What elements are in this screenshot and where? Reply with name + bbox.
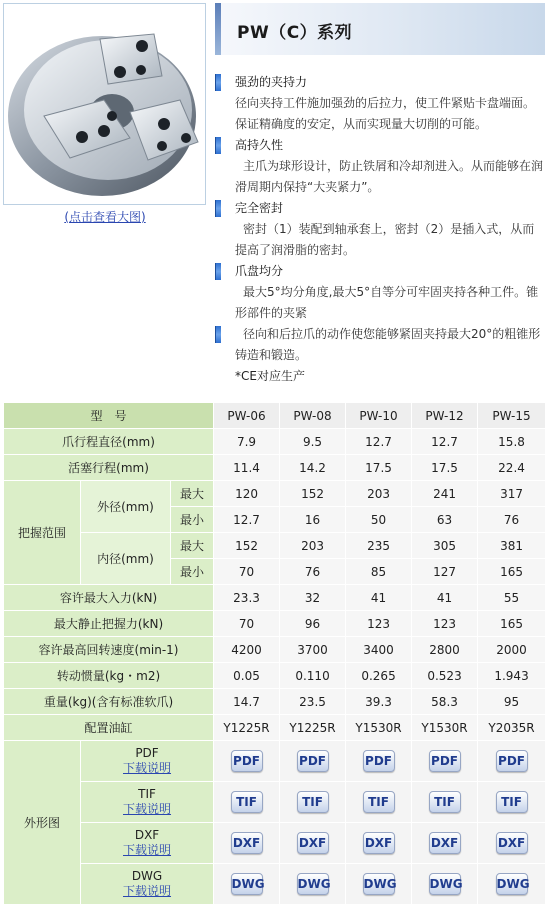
feature-item: [213, 135, 543, 198]
download-cell: [280, 782, 346, 823]
table-row: [4, 455, 546, 481]
format-name: PDF: [135, 746, 159, 760]
table-cell: 95: [478, 689, 546, 715]
table-cell: 41: [412, 585, 478, 611]
pdf-download-button[interactable]: PDF: [429, 750, 461, 772]
table-cell: 2000: [478, 637, 546, 663]
drawing-row-dwg: [4, 864, 546, 905]
dwg-download-button[interactable]: DWG: [297, 873, 329, 895]
tif-download-button[interactable]: TIF: [429, 791, 461, 813]
product-image[interactable]: [3, 3, 206, 205]
table-cell: 22.4: [478, 455, 546, 481]
table-cell: 152: [214, 533, 280, 559]
format-label: [81, 741, 214, 782]
feature-body: 径向和后拉爪的动作使您能够紧固夹持最大20°的粗锥形铸造和锻造。: [235, 327, 541, 362]
table-row: [4, 715, 546, 741]
model-cell: PW-08: [280, 403, 346, 429]
table-cell: 0.265: [346, 663, 412, 689]
download-cell: [214, 823, 280, 864]
download-cell: [214, 864, 280, 905]
table-cell: 50: [346, 507, 412, 533]
bullet-marker-icon: [215, 326, 221, 343]
table-cell: Y1225R: [214, 715, 280, 741]
table-cell: 23.3: [214, 585, 280, 611]
download-cell: [412, 864, 478, 905]
table-cell: 14.7: [214, 689, 280, 715]
format-label: [81, 782, 214, 823]
feature-item: [213, 72, 543, 135]
row-label: 重量(kg)(含有标准软爪): [4, 689, 214, 715]
max-label: 最大: [171, 533, 214, 559]
table-cell: 3400: [346, 637, 412, 663]
table-row: [4, 689, 546, 715]
pdf-download-button[interactable]: PDF: [496, 750, 528, 772]
download-cell: [280, 823, 346, 864]
download-instructions-link[interactable]: 下载说明: [123, 843, 172, 857]
feature-title: 完全密封: [235, 201, 284, 215]
dwg-download-button[interactable]: DWG: [363, 873, 395, 895]
download-instructions-link[interactable]: 下载说明: [123, 802, 172, 816]
table-row: [4, 611, 546, 637]
drawing-row-tif: [4, 782, 546, 823]
table-cell: 241: [412, 481, 478, 507]
table-cell: 11.4: [214, 455, 280, 481]
row-label: 最大静止把握力(kN): [4, 611, 214, 637]
title-accent: [215, 3, 221, 55]
feature-body: 主爪为球形设计，防止铁屑和冷却剂进入。从而能够在润滑周期内保持“大夹紧力”。: [235, 159, 544, 194]
table-cell: 76: [280, 559, 346, 585]
dwg-download-button[interactable]: DWG: [231, 873, 263, 895]
feature-title: 高持久性: [235, 138, 284, 152]
table-cell: 203: [346, 481, 412, 507]
download-cell: [346, 823, 412, 864]
tif-download-button[interactable]: TIF: [297, 791, 329, 813]
tif-download-button[interactable]: TIF: [363, 791, 395, 813]
outline-drawing-label: 外形图: [4, 741, 81, 905]
format-name: DWG: [131, 869, 163, 883]
grip-range-label: 把握范围: [4, 481, 81, 585]
row-label: 容许最高回转速度(min-1): [4, 637, 214, 663]
dwg-download-button[interactable]: DWG: [429, 873, 461, 895]
table-cell: Y1530R: [412, 715, 478, 741]
tif-download-button[interactable]: TIF: [496, 791, 528, 813]
table-cell: 0.110: [280, 663, 346, 689]
pdf-download-button[interactable]: PDF: [231, 750, 263, 772]
table-row: [4, 481, 546, 507]
table-cell: 32: [280, 585, 346, 611]
table-cell: 165: [478, 559, 546, 585]
feature-body: 径向夹持工件施加强劲的后拉力，使工件紧贴卡盘端面。保证精确度的安定，从而实现量大切削的可能。: [235, 96, 536, 131]
format-name: TIF: [138, 787, 156, 801]
download-cell: [412, 782, 478, 823]
bullet-marker-icon: [215, 263, 221, 280]
table-cell: 39.3: [346, 689, 412, 715]
download-cell: [478, 782, 546, 823]
table-cell: 2800: [412, 637, 478, 663]
model-cell: PW-15: [478, 403, 546, 429]
table-cell: 381: [478, 533, 546, 559]
table-cell: 317: [478, 481, 546, 507]
table-cell: 127: [412, 559, 478, 585]
feature-title: 强劲的夹持力: [235, 75, 308, 89]
table-cell: 76: [478, 507, 546, 533]
table-row: [4, 429, 546, 455]
table-cell: 58.3: [412, 689, 478, 715]
feature-item: [213, 324, 543, 366]
download-instructions-link[interactable]: 下载说明: [123, 884, 172, 898]
feature-list: [213, 72, 543, 366]
download-cell: [346, 864, 412, 905]
model-cell: PW-06: [214, 403, 280, 429]
table-row: [4, 637, 546, 663]
download-cell: [214, 782, 280, 823]
dxf-download-button[interactable]: DXF: [429, 832, 461, 854]
download-cell: [214, 741, 280, 782]
table-cell: 123: [346, 611, 412, 637]
outer-diameter-label: 外径(mm): [81, 481, 171, 533]
row-label: 爪行程直径(mm): [4, 429, 214, 455]
table-header-row: [4, 403, 546, 429]
format-label: [81, 864, 214, 905]
spec-table: [3, 402, 546, 905]
table-cell: 7.9: [214, 429, 280, 455]
feature-title: 爪盘均分: [235, 264, 284, 278]
download-cell: [478, 864, 546, 905]
table-cell: 23.5: [280, 689, 346, 715]
download-cell: [412, 741, 478, 782]
format-name: DXF: [134, 828, 160, 842]
chuck-image-icon: [4, 4, 206, 205]
title-bar: [215, 3, 545, 55]
download-instructions-link[interactable]: 下载说明: [123, 761, 172, 775]
table-cell: 85: [346, 559, 412, 585]
page-title: PW（C）系列: [237, 23, 353, 43]
table-cell: Y1225R: [280, 715, 346, 741]
dxf-download-button[interactable]: DXF: [231, 832, 263, 854]
table-cell: 63: [412, 507, 478, 533]
table-cell: 120: [214, 481, 280, 507]
row-label: 容许最大入力(kN): [4, 585, 214, 611]
feature-body: 最大5°均分角度,最大5°自等分可牢固夹持各种工件。锥形部件的夹紧: [235, 285, 539, 320]
model-cell: PW-10: [346, 403, 412, 429]
table-cell: 17.5: [346, 455, 412, 481]
feature-body: 密封（1）装配到轴承套上，密封（2）是插入式，从而提高了润滑脂的密封。: [235, 222, 535, 257]
download-cell: [478, 823, 546, 864]
model-header: 型 号: [4, 403, 214, 429]
table-cell: 1.943: [478, 663, 546, 689]
download-cell: [478, 741, 546, 782]
row-label: 配置油缸: [4, 715, 214, 741]
table-cell: 96: [280, 611, 346, 637]
table-cell: 70: [214, 611, 280, 637]
row-label: 活塞行程(mm): [4, 455, 214, 481]
table-cell: 165: [478, 611, 546, 637]
feature-item: [213, 198, 543, 261]
table-cell: 17.5: [412, 455, 478, 481]
table-cell: 12.7: [346, 429, 412, 455]
max-label: 最大: [171, 481, 214, 507]
table-cell: 123: [412, 611, 478, 637]
view-large-image-link[interactable]: (点击查看大图): [64, 210, 146, 224]
table-cell: 0.523: [412, 663, 478, 689]
pdf-download-button[interactable]: PDF: [363, 750, 395, 772]
table-cell: 12.7: [214, 507, 280, 533]
table-row: [4, 585, 546, 611]
dxf-download-button[interactable]: DXF: [496, 832, 528, 854]
table-cell: 41: [346, 585, 412, 611]
table-cell: Y2035R: [478, 715, 546, 741]
download-cell: [346, 782, 412, 823]
table-row: [4, 533, 546, 559]
table-cell: 4200: [214, 637, 280, 663]
table-row: [4, 663, 546, 689]
min-label: 最小: [171, 559, 214, 585]
download-cell: [412, 823, 478, 864]
table-cell: 305: [412, 533, 478, 559]
download-cell: [280, 864, 346, 905]
table-cell: 55: [478, 585, 546, 611]
table-cell: 152: [280, 481, 346, 507]
table-cell: 12.7: [412, 429, 478, 455]
drawing-row-dxf: [4, 823, 546, 864]
min-label: 最小: [171, 507, 214, 533]
dxf-download-button[interactable]: DXF: [363, 832, 395, 854]
inner-diameter-label: 内径(mm): [81, 533, 171, 585]
table-cell: 9.5: [280, 429, 346, 455]
feature-item: [213, 261, 543, 324]
row-label: 转动惯量(kg・m2): [4, 663, 214, 689]
table-cell: 70: [214, 559, 280, 585]
table-cell: 16: [280, 507, 346, 533]
ce-note: *CE对应生产: [235, 369, 305, 383]
drawing-row-pdf: [4, 741, 546, 782]
dwg-download-button[interactable]: DWG: [496, 873, 528, 895]
table-cell: Y1530R: [346, 715, 412, 741]
bullet-marker-icon: [215, 74, 221, 91]
format-label: [81, 823, 214, 864]
bullet-marker-icon: [215, 200, 221, 217]
pdf-download-button[interactable]: PDF: [297, 750, 329, 772]
table-cell: 15.8: [478, 429, 546, 455]
table-cell: 0.05: [214, 663, 280, 689]
tif-download-button[interactable]: TIF: [231, 791, 263, 813]
dxf-download-button[interactable]: DXF: [297, 832, 329, 854]
table-cell: 235: [346, 533, 412, 559]
model-cell: PW-12: [412, 403, 478, 429]
table-cell: 14.2: [280, 455, 346, 481]
download-cell: [280, 741, 346, 782]
table-cell: 3700: [280, 637, 346, 663]
table-cell: 203: [280, 533, 346, 559]
bullet-marker-icon: [215, 137, 221, 154]
download-cell: [346, 741, 412, 782]
